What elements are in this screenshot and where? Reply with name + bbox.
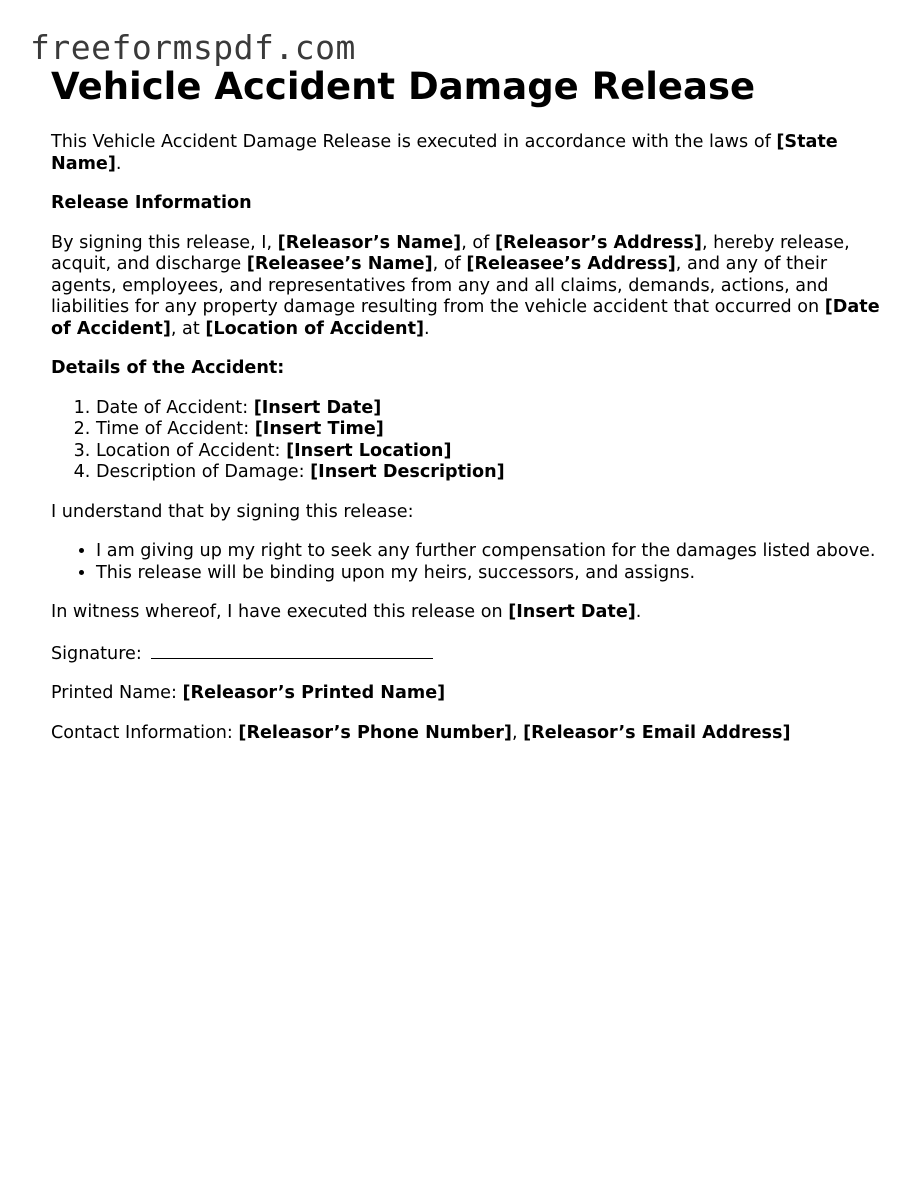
- list-item: [96, 462, 881, 484]
- detail-label: Description of Damage:: [96, 462, 311, 482]
- release-text-3: , hereby release, acquit, and discharge: [51, 232, 850, 274]
- detail-value: [Insert Time]: [254, 419, 384, 439]
- detail-value: [Insert Location]: [286, 440, 452, 461]
- detail-value: [Insert Description]: [310, 462, 505, 482]
- understanding-list: [51, 541, 881, 584]
- contact-information-line: [51, 723, 881, 745]
- watermark: freeformspdf.com: [30, 28, 356, 67]
- release-text-5: , and any of their agents, employees, and representatives from any and all claims, demands, actions, and liabilities for any property damage resulting from the vehicle accident that occurred on: [51, 254, 829, 317]
- signature-field[interactable]: [151, 642, 433, 659]
- intro-end: .: [115, 153, 122, 174]
- document-page: [51, 64, 881, 744]
- release-text-2: , of: [461, 232, 495, 253]
- list-item: [96, 441, 881, 463]
- understanding-lead: I understand that by signing this release:: [51, 501, 414, 522]
- witness-end: .: [635, 602, 642, 622]
- intro-paragraph: [51, 132, 881, 175]
- release-text-6: , at: [170, 318, 206, 339]
- contact-label: Contact Information:: [51, 722, 239, 743]
- printed-name-placeholder: [Releasor’s Printed Name]: [182, 683, 446, 703]
- release-text-7: .: [424, 318, 430, 339]
- witness-paragraph: [51, 602, 881, 624]
- details-heading: Details of the Accident:: [51, 358, 285, 378]
- releasee-address-placeholder: [Releasee’s Address]: [466, 254, 676, 274]
- contact-separator: ,: [511, 722, 524, 743]
- signature-label: Signature:: [51, 643, 148, 664]
- printed-name-label: Printed Name:: [51, 683, 183, 703]
- releasor-address-placeholder: [Releasor’s Address]: [494, 232, 702, 253]
- list-item: • This release will be binding upon my heirs, successors, and assigns.: [96, 563, 881, 585]
- list-item: [96, 398, 881, 420]
- detail-label: Time of Accident:: [96, 419, 255, 439]
- location-of-accident-placeholder: [Location of Accident]: [205, 318, 425, 339]
- printed-name-line: [51, 683, 881, 705]
- releasee-name-placeholder: [Releasee’s Name]: [246, 254, 433, 274]
- witness-text: In witness whereof, I have executed this release on: [51, 602, 509, 622]
- list-item: [96, 419, 881, 441]
- detail-label: Date of Accident:: [96, 397, 254, 418]
- releasor-name-placeholder: [Releasor’s Name]: [277, 232, 462, 253]
- release-text-4: , of: [432, 254, 467, 274]
- intro-text: This Vehicle Accident Damage Release is executed in accordance with the laws of: [51, 132, 777, 152]
- list-item: • I am giving up my right to seek any further compensation for the damages listed above.: [96, 541, 881, 563]
- signature-line: [51, 642, 881, 666]
- detail-label: Location of Accident:: [96, 440, 287, 461]
- email-placeholder: [Releasor’s Email Address]: [523, 722, 791, 743]
- date-of-accident-placeholder: [Date of Accident]: [51, 297, 880, 339]
- detail-value: [Insert Date]: [253, 397, 382, 418]
- release-text-1: By signing this release, I,: [51, 232, 278, 253]
- state-name-placeholder: [State Name]: [51, 132, 838, 174]
- witness-date-placeholder: [Insert Date]: [508, 602, 636, 622]
- details-list: [51, 398, 881, 484]
- release-paragraph: [51, 233, 881, 341]
- phone-placeholder: [Releasor’s Phone Number]: [238, 722, 512, 743]
- release-information-heading: Release Information: [51, 193, 252, 213]
- document-title: Vehicle Accident Damage Release: [51, 65, 756, 108]
